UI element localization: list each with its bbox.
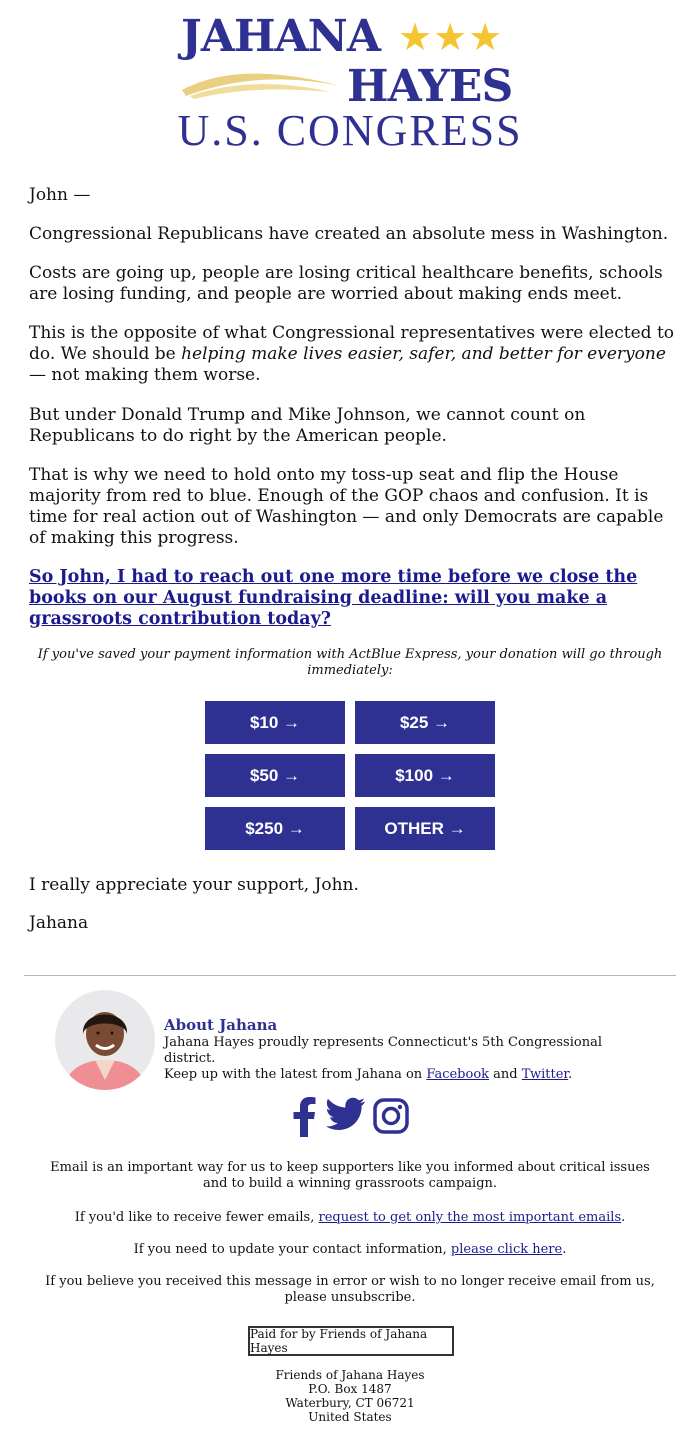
paragraph-1: Congressional Republicans have created an absolute mess in Washington. — [29, 224, 669, 244]
footer-fewer-start: If you'd like to receive fewer emails, — [74, 1210, 319, 1225]
closing-line: I really appreciate your support, John. — [29, 875, 359, 895]
about-and: and — [489, 1067, 522, 1082]
footer-email-info: Email is an important way for us to keep supporters like you informed about critical issues and to build a winning grassroots campaign. — [50, 1160, 650, 1191]
donate-250-button[interactable]: $250 → — [205, 807, 345, 850]
donate-25-button[interactable]: $25 → — [355, 701, 495, 744]
greeting: John — — [29, 185, 91, 205]
facebook-link[interactable]: Facebook — [426, 1067, 490, 1082]
footer-update-contact — [40, 1242, 660, 1258]
donate-cta-link[interactable]: So John, I had to reach out one more time before we close the books on our August fundraising deadline: will you make a grassroots contribution today? — [29, 567, 638, 629]
paragraph-4: But under Donald Trump and Mike Johnson, we cannot count on Republicans to do right by the American people. — [29, 405, 586, 446]
portrait-image — [55, 990, 155, 1090]
logo-swoosh-icon — [180, 66, 345, 100]
donate-100-button[interactable]: $100 → — [355, 754, 495, 797]
signature: Jahana — [29, 913, 89, 933]
paragraph-3-end: — not making them worse. — [29, 365, 261, 385]
address-line: Friends of Jahana Hayes — [275, 1368, 425, 1382]
about-text — [164, 1035, 644, 1083]
logo-last-name: HAYES — [347, 61, 513, 112]
campaign-logo — [0, 0, 700, 170]
logo-office: U.S. CONGRESS — [177, 106, 523, 155]
about-line-2-start: Keep up with the latest from Jahana on — [164, 1067, 427, 1082]
mailing-address — [0, 1368, 700, 1424]
logo-stars-icon: ★★★ — [398, 15, 504, 59]
avatar — [55, 990, 155, 1090]
logo-first-name: JAHANA — [181, 11, 381, 62]
footer-update-end: . — [562, 1242, 567, 1257]
paid-for-disclaimer: Paid for by Friends of Jahana Hayes — [248, 1326, 454, 1356]
fewer-emails-link[interactable]: request to get only the most important emails — [318, 1210, 622, 1225]
footer-unsubscribe: If you believe you received this message in error or wish to no longer receive email from us, please unsubscribe. — [45, 1274, 655, 1305]
footer-fewer-end: . — [621, 1210, 626, 1225]
update-contact-link[interactable]: please click here — [450, 1242, 563, 1257]
paragraph-3-emphasis: helping make lives easier, safer, and better for everyone — [181, 344, 666, 364]
address-line: Waterbury, CT 06721 — [285, 1396, 415, 1410]
footer-divider — [24, 975, 676, 976]
footer-update-start: If you need to update your contact information, — [133, 1242, 451, 1257]
actblue-note: If you've saved your payment information with ActBlue Express, your donation will go through immediately: — [37, 647, 663, 678]
donate-10-button[interactable]: $10 → — [205, 701, 345, 744]
paragraph-2: Costs are going up, people are losing critical healthcare benefits, schools are losing funding, and people are worried about making ends meet. — [29, 263, 663, 304]
address-line: United States — [308, 1410, 392, 1424]
about-line-2-end: . — [568, 1067, 573, 1082]
about-line-2 — [164, 1067, 644, 1083]
donate-50-button[interactable]: $50 → — [205, 754, 345, 797]
twitter-icon[interactable] — [324, 1097, 366, 1135]
instagram-icon[interactable] — [373, 1098, 409, 1134]
footer-fewer-emails — [40, 1210, 660, 1226]
twitter-link[interactable]: Twitter — [521, 1067, 569, 1082]
paragraph-3-start: This is the opposite of what Congressional representatives were elected to do. We should be — [29, 323, 675, 364]
donate-other-button[interactable]: OTHER → — [355, 807, 495, 850]
paragraph-3 — [29, 323, 674, 386]
address-line: P.O. Box 1487 — [308, 1382, 392, 1396]
about-line-1: Jahana Hayes proudly represents Connecticut's 5th Congressional district. — [164, 1035, 602, 1066]
facebook-icon[interactable] — [291, 1095, 317, 1137]
about-title: About Jahana — [164, 1016, 278, 1034]
paragraph-5: That is why we need to hold onto my toss-up seat and flip the House majority from red to blue. Enough of the GOP chaos and confusion. It is time for real action out of Washington — and only Democrats are capable of making this progress. — [29, 465, 664, 548]
